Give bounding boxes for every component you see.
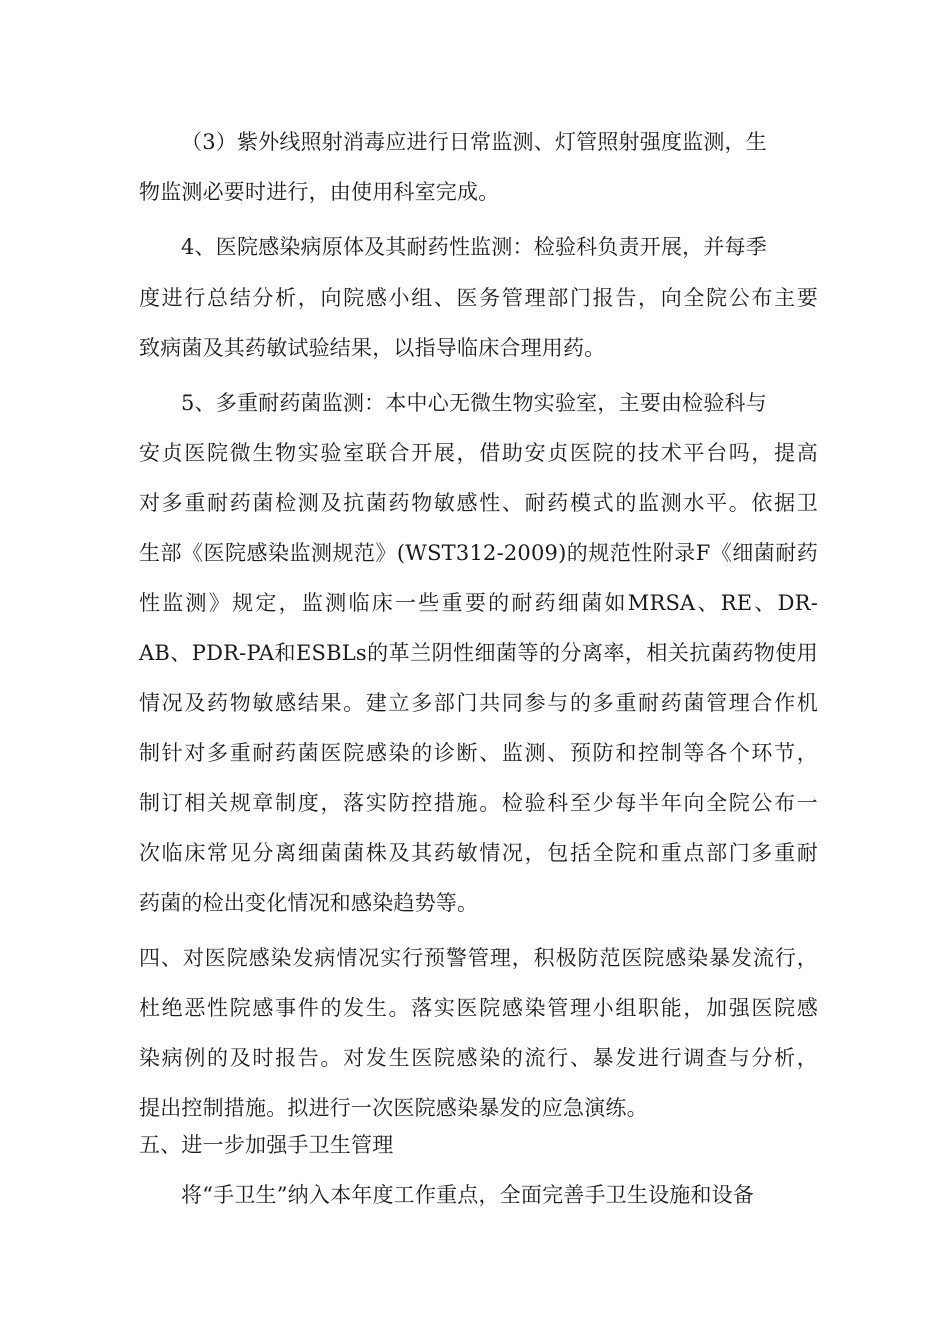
text-line: 次临床常见分离细菌菌株及其药敏情况，包括全院和重点部门多重耐 — [139, 841, 818, 865]
text-line: 度进行总结分析，向院感小组、医务管理部门报告，向全院公布主要 — [139, 286, 818, 310]
text-line: 提出控制措施。拟进行一次医院感染暴发的应急演练。 — [139, 1096, 648, 1120]
text-line: AB、PDR-PA和ESBLs的革兰阴性细菌等的分离率，相关抗菌药物使用 — [139, 641, 818, 665]
text-line: 生部《医院感染监测规范》(WST312-2009)的规范性附录F《细菌耐药 — [139, 541, 818, 565]
text-line: 将“手卫生”纳入本年度工作重点，全面完善手卫生设施和设备 — [181, 1183, 755, 1207]
text-line: 药菌的检出变化情况和感染趋势等。 — [139, 891, 479, 915]
section-heading-5: 五、进一步加强手卫生管理 — [139, 1133, 394, 1157]
text-line: 4、医院感染病原体及其耐药性监测：检验科负责开展，并每季 — [181, 235, 767, 259]
text-line: 杜绝恶性院感事件的发生。落实医院感染管理小组职能，加强医院感 — [139, 996, 818, 1020]
text-line: （3）紫外线照射消毒应进行日常监测、灯管照射强度监测，生 — [181, 130, 767, 154]
text-line: 情况及药物敏感结果。建立多部门共同参与的多重耐药菌管理合作机 — [139, 691, 818, 715]
text-line: 对多重耐药菌检测及抗菌药物敏感性、耐药模式的监测水平。依据卫 — [139, 491, 818, 515]
text-line: 制订相关规章制度，落实防控措施。检验科至少每半年向全院公布一 — [139, 791, 818, 815]
text-line: 染病例的及时报告。对发生医院感染的流行、暴发进行调查与分析， — [139, 1046, 818, 1070]
text-line: 物监测必要时进行，由使用科室完成。 — [139, 180, 500, 204]
text-line: 安贞医院微生物实验室联合开展，借助安贞医院的技术平台吗，提高 — [139, 441, 818, 465]
text-line: 性监测》规定，监测临床一些重要的耐药细菌如MRSA、RE、DR- — [139, 591, 818, 615]
text-line: 致病菌及其药敏试验结果，以指导临床合理用药。 — [139, 336, 606, 360]
text-line: 制针对多重耐药菌医院感染的诊断、监测、预防和控制等各个环节， — [139, 741, 818, 765]
text-line: 5、多重耐药菌监测：本中心无微生物实验室，主要由检验科与 — [181, 391, 767, 415]
section-heading-4: 四、对医院感染发病情况实行预警管理，积极防范医院感染暴发流行， — [139, 946, 818, 970]
